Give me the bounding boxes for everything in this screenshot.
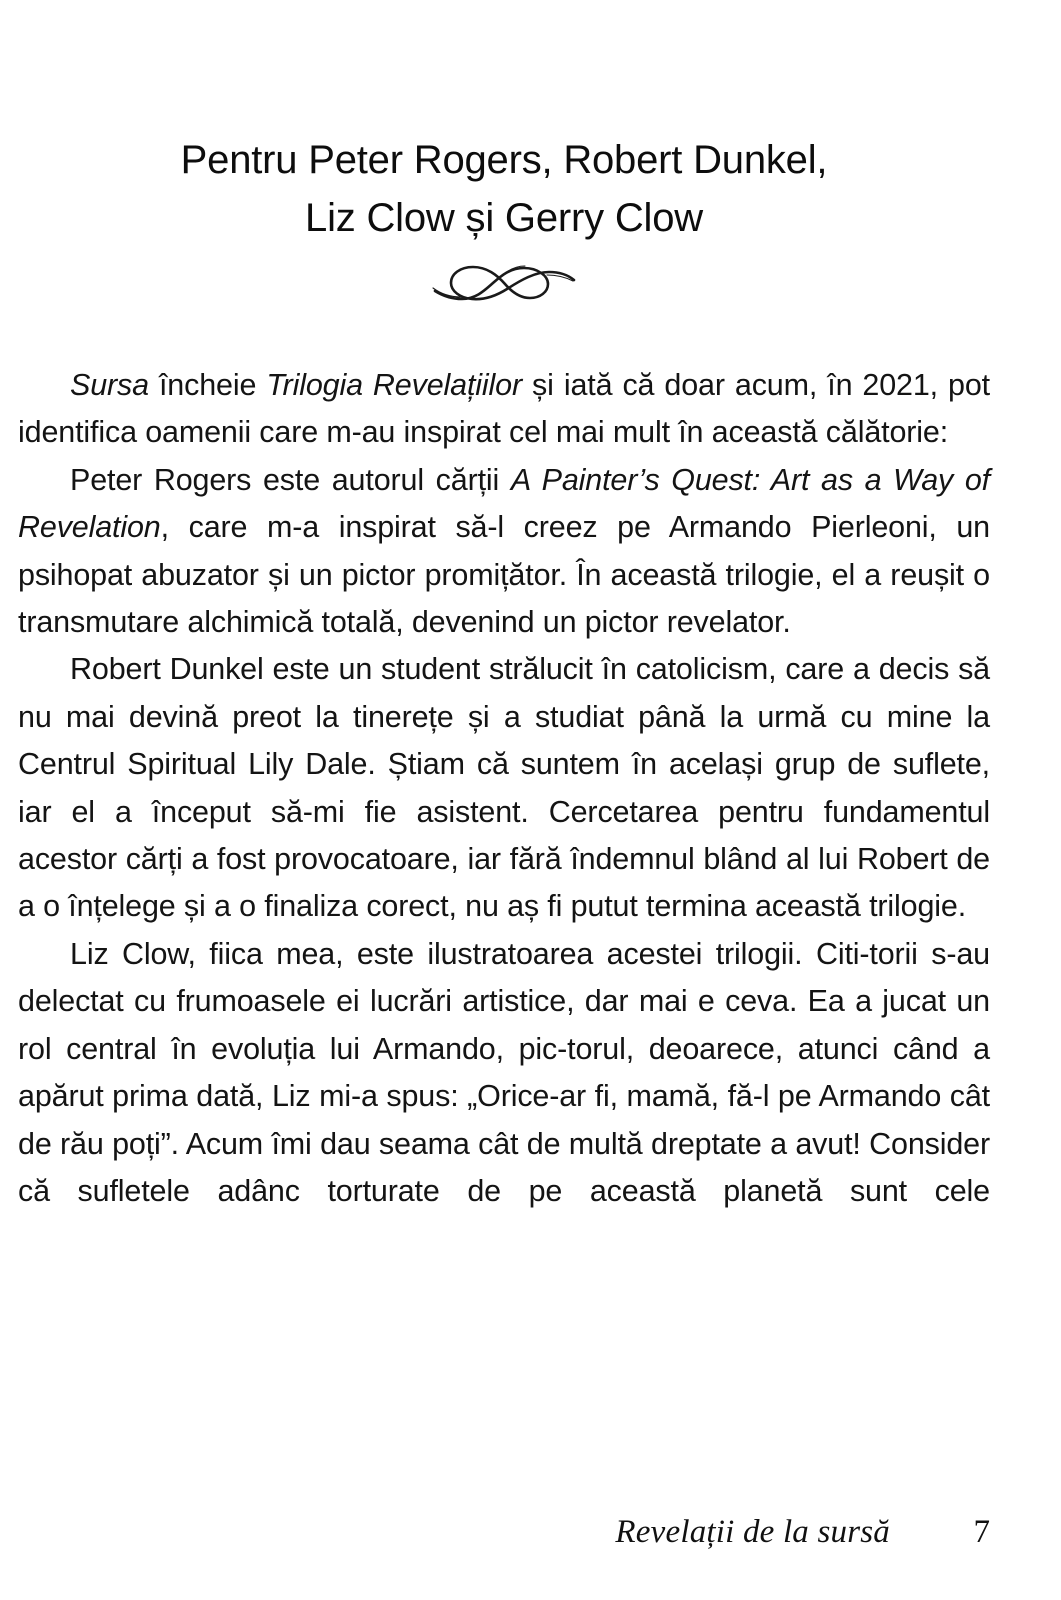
paragraph-robert-dunkel: Robert Dunkel este un student strălucit în catolicism, care a decis să nu mai devină preot la tinerețe și a studiat până la urmă cu mine la Centrul Spiritual Lily Dale. Știam că suntem în același grup de suflete, iar el a început să-mi fie asistent. Cercetarea pentru fundamentul acestor cărți a fost provocatoare, iar fără îndemnul blând al lui Robert de a o înțelege și a o finaliza corect, nu aș fi putut termina această trilogie.	[18, 652, 990, 924]
page-title	[18, 131, 990, 247]
dedication-line-2: Liz Clow și Gerry Clow	[305, 195, 703, 240]
text-run: , care m-a inspirat să-l creez pe Armando Pierleoni, un psihopat abuzator și un pictor promițător. În această trilogie, el a reușit o transmutare alchimică totală, devenind un pictor revelator.	[18, 510, 990, 640]
ornament-divider	[0, 258, 1008, 310]
dedication-line-1: Pentru Peter Rogers, Robert Dunkel,	[180, 137, 828, 182]
running-head: Revelații de la sursă	[615, 1514, 890, 1550]
paragraph-liz-clow: Liz Clow, fiica mea, este ilustratoarea acestei trilogii. Citi-torii s-au delectat cu frumoasele ei lucrări artistice, dar mai e ceva. Ea a jucat un rol central în evoluția lui Armando, pic-torul, deoarece, atunci când a apărut prima dată, Liz mi-a spus: „Orice-ar fi, mamă, fă-l pe Armando cât de rău poți”. Acum îmi dau seama cât de multă dreptate a avut! Consider că sufletele adânc torturate de pe această planetă sunt cele	[18, 936, 990, 1208]
page-footer	[18, 1512, 990, 1568]
page-number: 7	[973, 1514, 990, 1550]
body-copy	[18, 362, 990, 1215]
text-run: încheie	[148, 368, 267, 402]
text-run: Peter Rogers este autorul cărții	[70, 462, 511, 497]
italic-title-sursa: Sursa	[70, 368, 149, 402]
text-run: și iată că doar acum, în 2021, pot identifica oamenii care m-au inspirat cel mai mult în această călătorie:	[18, 368, 991, 450]
calligraphic-flourish-icon	[429, 258, 579, 310]
italic-title-trilogia: Trilogia Revelațiilor	[266, 368, 522, 402]
italic-title-painters-quest: A Painter’s Quest: Art as a Way of Revelation	[18, 462, 990, 545]
paragraph-sursa	[18, 362, 990, 457]
paragraph-peter-rogers	[18, 457, 990, 647]
